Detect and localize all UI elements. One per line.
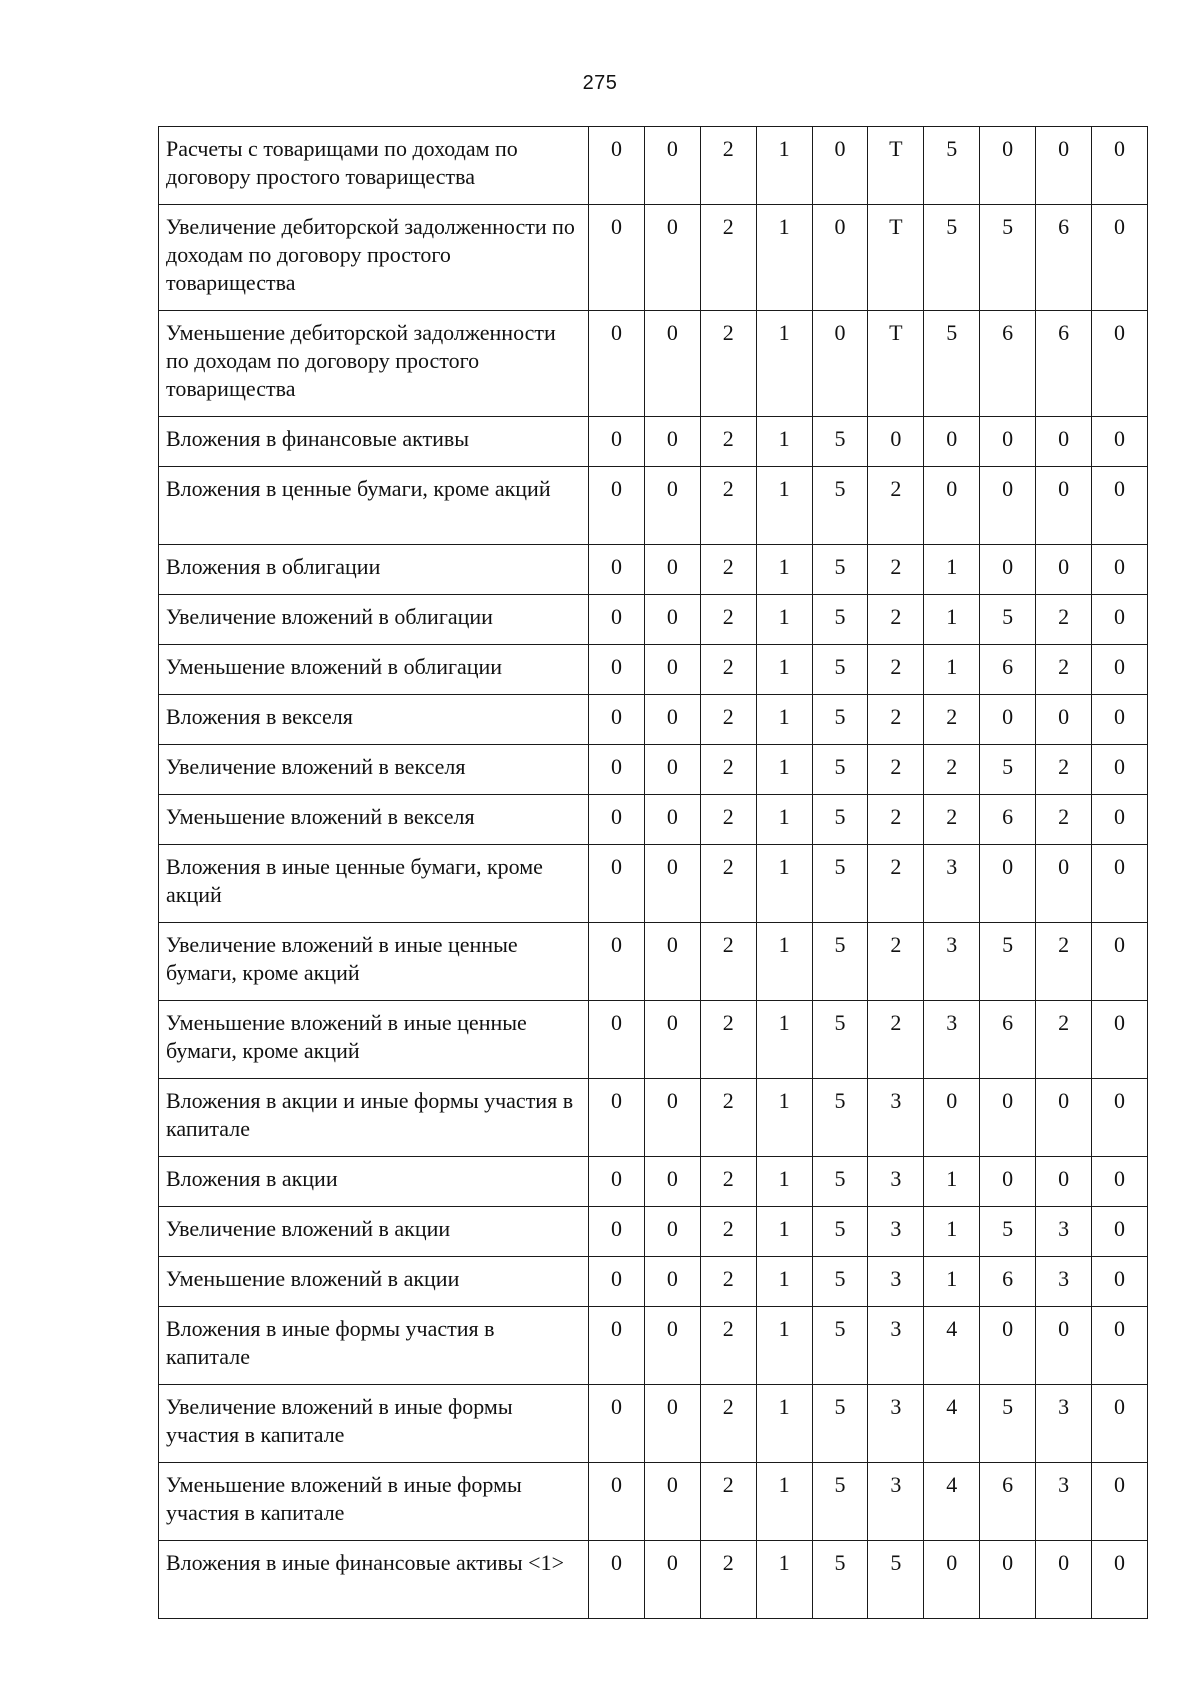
code-digit-cell: 0: [589, 845, 645, 923]
code-digit-cell: 1: [756, 1385, 812, 1463]
code-digit-cell: 0: [644, 645, 700, 695]
code-digit-cell: 6: [980, 311, 1036, 417]
row-label: Увеличение вложений в векселя: [159, 745, 589, 795]
code-digit-cell: 0: [1092, 1541, 1148, 1619]
code-digit-cell: 0: [980, 417, 1036, 467]
row-label: Уменьшение вложений в акции: [159, 1257, 589, 1307]
row-label: Вложения в иные формы участия в капитале: [159, 1307, 589, 1385]
code-digit-cell: Т: [868, 127, 924, 205]
code-digit-cell: 6: [980, 645, 1036, 695]
code-digit-cell: 0: [644, 205, 700, 311]
code-digit-cell: 5: [812, 1157, 868, 1207]
code-digit-cell: 2: [924, 695, 980, 745]
code-digit-cell: 2: [700, 923, 756, 1001]
code-digit-cell: 0: [644, 127, 700, 205]
code-digit-cell: 1: [756, 1079, 812, 1157]
code-digit-cell: 0: [1092, 745, 1148, 795]
code-digit-cell: 5: [812, 467, 868, 545]
table-row: [159, 1079, 1148, 1157]
code-digit-cell: 0: [644, 923, 700, 1001]
code-digit-cell: 5: [812, 417, 868, 467]
row-label: Уменьшение вложений в иные ценные бумаги, кроме акций: [159, 1001, 589, 1079]
code-digit-cell: 5: [812, 595, 868, 645]
code-digit-cell: 0: [980, 1079, 1036, 1157]
code-digit-cell: 3: [868, 1207, 924, 1257]
code-digit-cell: 0: [924, 467, 980, 545]
code-digit-cell: 5: [812, 1079, 868, 1157]
row-label: Вложения в иные ценные бумаги, кроме акций: [159, 845, 589, 923]
code-digit-cell: 1: [756, 467, 812, 545]
code-digit-cell: 5: [812, 745, 868, 795]
code-digit-cell: 3: [924, 923, 980, 1001]
table-row: [159, 845, 1148, 923]
code-digit-cell: 0: [1036, 1541, 1092, 1619]
code-digit-cell: 2: [700, 695, 756, 745]
code-digit-cell: 6: [980, 1001, 1036, 1079]
code-digit-cell: 2: [700, 595, 756, 645]
table-row: [159, 595, 1148, 645]
code-digit-cell: 0: [644, 545, 700, 595]
code-digit-cell: 0: [924, 1079, 980, 1157]
code-digit-cell: 1: [756, 127, 812, 205]
code-digit-cell: 5: [812, 795, 868, 845]
code-digit-cell: 6: [1036, 205, 1092, 311]
code-digit-cell: 3: [868, 1157, 924, 1207]
code-digit-cell: 0: [644, 311, 700, 417]
code-digit-cell: 0: [589, 1385, 645, 1463]
table-row: [159, 545, 1148, 595]
code-digit-cell: 1: [924, 1157, 980, 1207]
code-digit-cell: 2: [868, 795, 924, 845]
code-digit-cell: 0: [868, 417, 924, 467]
code-digit-cell: 0: [589, 467, 645, 545]
code-digit-cell: 1: [756, 645, 812, 695]
code-digit-cell: 1: [756, 923, 812, 1001]
code-digit-cell: 2: [868, 923, 924, 1001]
code-digit-cell: 2: [700, 1385, 756, 1463]
code-digit-cell: 1: [756, 1257, 812, 1307]
code-digit-cell: 0: [1092, 127, 1148, 205]
code-digit-cell: 0: [980, 1157, 1036, 1207]
code-digit-cell: 3: [1036, 1385, 1092, 1463]
code-digit-cell: 0: [1036, 1157, 1092, 1207]
code-digit-cell: 1: [924, 545, 980, 595]
code-digit-cell: 0: [1036, 467, 1092, 545]
code-digit-cell: 0: [1092, 595, 1148, 645]
code-digit-cell: 0: [589, 545, 645, 595]
code-digit-cell: 1: [756, 417, 812, 467]
code-digit-cell: 5: [812, 1207, 868, 1257]
code-digit-cell: Т: [868, 205, 924, 311]
code-digit-cell: 3: [1036, 1257, 1092, 1307]
row-label: Вложения в акции и иные формы участия в капитале: [159, 1079, 589, 1157]
row-label: Увеличение вложений в акции: [159, 1207, 589, 1257]
code-digit-cell: 2: [700, 745, 756, 795]
code-digit-cell: 0: [644, 1541, 700, 1619]
code-digit-cell: 0: [589, 127, 645, 205]
table-row: [159, 1385, 1148, 1463]
code-digit-cell: 0: [589, 205, 645, 311]
code-digit-cell: 0: [589, 745, 645, 795]
code-digit-cell: 1: [756, 1207, 812, 1257]
code-digit-cell: 2: [868, 845, 924, 923]
code-digit-cell: 0: [1036, 545, 1092, 595]
code-digit-cell: 0: [1036, 417, 1092, 467]
code-digit-cell: 5: [924, 311, 980, 417]
code-digit-cell: 5: [980, 595, 1036, 645]
code-digit-cell: 0: [589, 1157, 645, 1207]
table-row: [159, 467, 1148, 545]
row-label: Уменьшение вложений в облигации: [159, 645, 589, 695]
code-digit-cell: 6: [980, 795, 1036, 845]
row-label: Вложения в акции: [159, 1157, 589, 1207]
code-digit-cell: 0: [1092, 1079, 1148, 1157]
code-digit-cell: 1: [756, 205, 812, 311]
code-digit-cell: 2: [700, 845, 756, 923]
code-digit-cell: 5: [980, 1385, 1036, 1463]
code-digit-cell: 3: [868, 1307, 924, 1385]
code-digit-cell: 1: [756, 1157, 812, 1207]
code-digit-cell: 2: [868, 745, 924, 795]
code-digit-cell: 0: [644, 745, 700, 795]
code-digit-cell: 3: [1036, 1463, 1092, 1541]
code-digit-cell: 6: [1036, 311, 1092, 417]
code-digit-cell: 4: [924, 1463, 980, 1541]
code-digit-cell: 5: [812, 845, 868, 923]
code-digit-cell: 2: [1036, 595, 1092, 645]
code-digit-cell: 5: [812, 545, 868, 595]
code-digit-cell: 0: [1092, 695, 1148, 745]
code-digit-cell: 0: [589, 923, 645, 1001]
code-digit-cell: 0: [1092, 1463, 1148, 1541]
code-digit-cell: 2: [700, 1541, 756, 1619]
code-digit-cell: 0: [589, 1541, 645, 1619]
code-digit-cell: 1: [756, 1307, 812, 1385]
code-digit-cell: 0: [589, 1079, 645, 1157]
row-label: Увеличение вложений в иные формы участия в капитале: [159, 1385, 589, 1463]
code-digit-cell: 2: [868, 695, 924, 745]
code-digit-cell: 0: [1092, 1207, 1148, 1257]
code-digit-cell: 5: [812, 695, 868, 745]
code-digit-cell: 0: [644, 1001, 700, 1079]
code-digit-cell: 2: [700, 545, 756, 595]
code-digit-cell: 5: [980, 745, 1036, 795]
code-digit-cell: 3: [868, 1463, 924, 1541]
code-digit-cell: 6: [980, 1257, 1036, 1307]
code-digit-cell: 2: [868, 595, 924, 645]
code-digit-cell: 2: [868, 467, 924, 545]
table-row: [159, 1157, 1148, 1207]
code-digit-cell: 0: [980, 845, 1036, 923]
code-digit-cell: 1: [756, 595, 812, 645]
code-digit-cell: 0: [980, 545, 1036, 595]
code-digit-cell: 0: [589, 795, 645, 845]
code-digit-cell: 0: [812, 205, 868, 311]
code-digit-cell: 0: [1092, 205, 1148, 311]
table-row: [159, 745, 1148, 795]
code-digit-cell: 2: [868, 545, 924, 595]
row-label: Увеличение дебиторской задолженности по доходам по договору простого товарищества: [159, 205, 589, 311]
code-digit-cell: 2: [700, 417, 756, 467]
code-digit-cell: 0: [589, 645, 645, 695]
code-digit-cell: 5: [812, 1463, 868, 1541]
code-digit-cell: 5: [980, 923, 1036, 1001]
code-digit-cell: 0: [589, 1001, 645, 1079]
code-digit-cell: 3: [1036, 1207, 1092, 1257]
code-digit-cell: 0: [589, 1207, 645, 1257]
code-digit-cell: 0: [644, 695, 700, 745]
code-digit-cell: 0: [1092, 1157, 1148, 1207]
row-label: Вложения в финансовые активы: [159, 417, 589, 467]
code-digit-cell: 0: [644, 417, 700, 467]
row-label: Расчеты с товарищами по доходам по договору простого товарищества: [159, 127, 589, 205]
code-digit-cell: 0: [644, 1385, 700, 1463]
row-label: Уменьшение вложений в иные формы участия в капитале: [159, 1463, 589, 1541]
code-digit-cell: 2: [700, 311, 756, 417]
code-digit-cell: 2: [1036, 745, 1092, 795]
code-digit-cell: 0: [644, 1463, 700, 1541]
code-digit-cell: 0: [589, 595, 645, 645]
code-digit-cell: 2: [1036, 795, 1092, 845]
code-digit-cell: 1: [756, 845, 812, 923]
code-digit-cell: 5: [812, 1385, 868, 1463]
table-row: [159, 1541, 1148, 1619]
row-label: Вложения в векселя: [159, 695, 589, 745]
code-digit-cell: 0: [812, 127, 868, 205]
code-digit-cell: 0: [589, 1257, 645, 1307]
code-digit-cell: 5: [868, 1541, 924, 1619]
code-digit-cell: 0: [1092, 311, 1148, 417]
code-digit-cell: 2: [700, 1157, 756, 1207]
code-digit-cell: 5: [924, 127, 980, 205]
code-digit-cell: 0: [1092, 795, 1148, 845]
code-digit-cell: 2: [868, 1001, 924, 1079]
code-digit-cell: 1: [756, 695, 812, 745]
code-digit-cell: 1: [756, 1541, 812, 1619]
code-digit-cell: 2: [700, 127, 756, 205]
code-digit-cell: 0: [589, 1463, 645, 1541]
code-digit-cell: 0: [589, 311, 645, 417]
code-digit-cell: 1: [924, 645, 980, 695]
code-digit-cell: 2: [700, 1307, 756, 1385]
table-row: [159, 1463, 1148, 1541]
table-row: [159, 205, 1148, 311]
code-digit-cell: 3: [868, 1385, 924, 1463]
code-digit-cell: 0: [1092, 645, 1148, 695]
code-digit-cell: 0: [644, 1157, 700, 1207]
page-number: 275: [582, 72, 618, 94]
row-label: Вложения в облигации: [159, 545, 589, 595]
table-body: [159, 127, 1148, 1619]
code-digit-cell: 2: [700, 1079, 756, 1157]
code-digit-cell: 2: [868, 645, 924, 695]
code-digit-cell: 2: [700, 1257, 756, 1307]
code-digit-cell: 0: [589, 695, 645, 745]
table-row: [159, 1001, 1148, 1079]
code-digit-cell: 2: [700, 645, 756, 695]
code-digit-cell: 4: [924, 1385, 980, 1463]
code-digit-cell: 0: [1092, 1385, 1148, 1463]
row-label: Увеличение вложений в облигации: [159, 595, 589, 645]
code-digit-cell: 2: [700, 467, 756, 545]
code-digit-cell: 0: [1036, 695, 1092, 745]
code-digit-cell: 3: [868, 1079, 924, 1157]
code-digit-cell: 2: [924, 745, 980, 795]
code-digit-cell: 0: [1092, 1307, 1148, 1385]
code-digit-cell: 5: [812, 1001, 868, 1079]
code-digit-cell: 1: [756, 1463, 812, 1541]
code-digit-cell: 5: [812, 1257, 868, 1307]
code-digit-cell: 0: [1092, 467, 1148, 545]
code-digit-cell: 0: [644, 1079, 700, 1157]
code-digit-cell: 0: [644, 467, 700, 545]
table-row: [159, 923, 1148, 1001]
table-row: [159, 695, 1148, 745]
code-digit-cell: 0: [980, 467, 1036, 545]
code-digit-cell: 3: [924, 1001, 980, 1079]
code-digit-cell: 5: [924, 205, 980, 311]
code-digit-cell: 0: [1036, 127, 1092, 205]
code-digit-cell: 4: [924, 1307, 980, 1385]
code-digit-cell: 0: [980, 1541, 1036, 1619]
table-row: [159, 795, 1148, 845]
code-digit-cell: 3: [924, 845, 980, 923]
code-digit-cell: 1: [924, 595, 980, 645]
code-digit-cell: 0: [1036, 845, 1092, 923]
table-row: [159, 645, 1148, 695]
code-digit-cell: 0: [1092, 1257, 1148, 1307]
code-digit-cell: 0: [1036, 1307, 1092, 1385]
code-digit-cell: 0: [980, 695, 1036, 745]
row-label: Увеличение вложений в иные ценные бумаги, кроме акций: [159, 923, 589, 1001]
code-digit-cell: 2: [924, 795, 980, 845]
table-row: [159, 1307, 1148, 1385]
row-label: Вложения в ценные бумаги, кроме акций: [159, 467, 589, 545]
code-digit-cell: 1: [924, 1257, 980, 1307]
table-row: [159, 417, 1148, 467]
code-digit-cell: 0: [644, 795, 700, 845]
code-digit-cell: 2: [700, 1001, 756, 1079]
table-row: [159, 127, 1148, 205]
row-label: Вложения в иные финансовые активы <1>: [159, 1541, 589, 1619]
code-digit-cell: 1: [756, 1001, 812, 1079]
code-digit-cell: Т: [868, 311, 924, 417]
code-digit-cell: 0: [812, 311, 868, 417]
code-digit-cell: 0: [644, 845, 700, 923]
code-digit-cell: 0: [980, 1307, 1036, 1385]
code-digit-cell: 5: [812, 645, 868, 695]
code-digit-cell: 0: [980, 127, 1036, 205]
code-digit-cell: 0: [644, 1207, 700, 1257]
account-code-table: [158, 126, 1148, 1619]
code-digit-cell: 5: [812, 1307, 868, 1385]
code-digit-cell: 2: [700, 205, 756, 311]
table-row: [159, 311, 1148, 417]
code-digit-cell: 5: [812, 1541, 868, 1619]
code-digit-cell: 0: [589, 417, 645, 467]
code-digit-cell: 0: [589, 1307, 645, 1385]
code-digit-cell: 2: [700, 1207, 756, 1257]
row-label: Уменьшение вложений в векселя: [159, 795, 589, 845]
code-digit-cell: 1: [756, 745, 812, 795]
code-digit-cell: 2: [700, 1463, 756, 1541]
code-digit-cell: 2: [700, 795, 756, 845]
code-digit-cell: 0: [1092, 1001, 1148, 1079]
code-digit-cell: 1: [756, 795, 812, 845]
code-digit-cell: 0: [644, 1257, 700, 1307]
code-digit-cell: 0: [644, 1307, 700, 1385]
code-digit-cell: 2: [1036, 1001, 1092, 1079]
code-digit-cell: 0: [924, 1541, 980, 1619]
code-digit-cell: 0: [1092, 923, 1148, 1001]
table-row: [159, 1207, 1148, 1257]
code-digit-cell: 5: [980, 1207, 1036, 1257]
code-digit-cell: 0: [1092, 845, 1148, 923]
code-digit-cell: 0: [1092, 417, 1148, 467]
code-digit-cell: 2: [1036, 923, 1092, 1001]
code-digit-cell: 1: [756, 311, 812, 417]
code-digit-cell: 5: [812, 923, 868, 1001]
code-digit-cell: 5: [980, 205, 1036, 311]
row-label: Уменьшение дебиторской задолженности по доходам по договору простого товарищества: [159, 311, 589, 417]
code-digit-cell: 0: [1092, 545, 1148, 595]
code-digit-cell: 3: [868, 1257, 924, 1307]
code-digit-cell: 2: [1036, 645, 1092, 695]
code-digit-cell: 0: [644, 595, 700, 645]
code-digit-cell: 0: [924, 417, 980, 467]
code-digit-cell: 1: [756, 545, 812, 595]
code-digit-cell: 1: [924, 1207, 980, 1257]
code-digit-cell: 0: [1036, 1079, 1092, 1157]
table-row: [159, 1257, 1148, 1307]
code-digit-cell: 6: [980, 1463, 1036, 1541]
